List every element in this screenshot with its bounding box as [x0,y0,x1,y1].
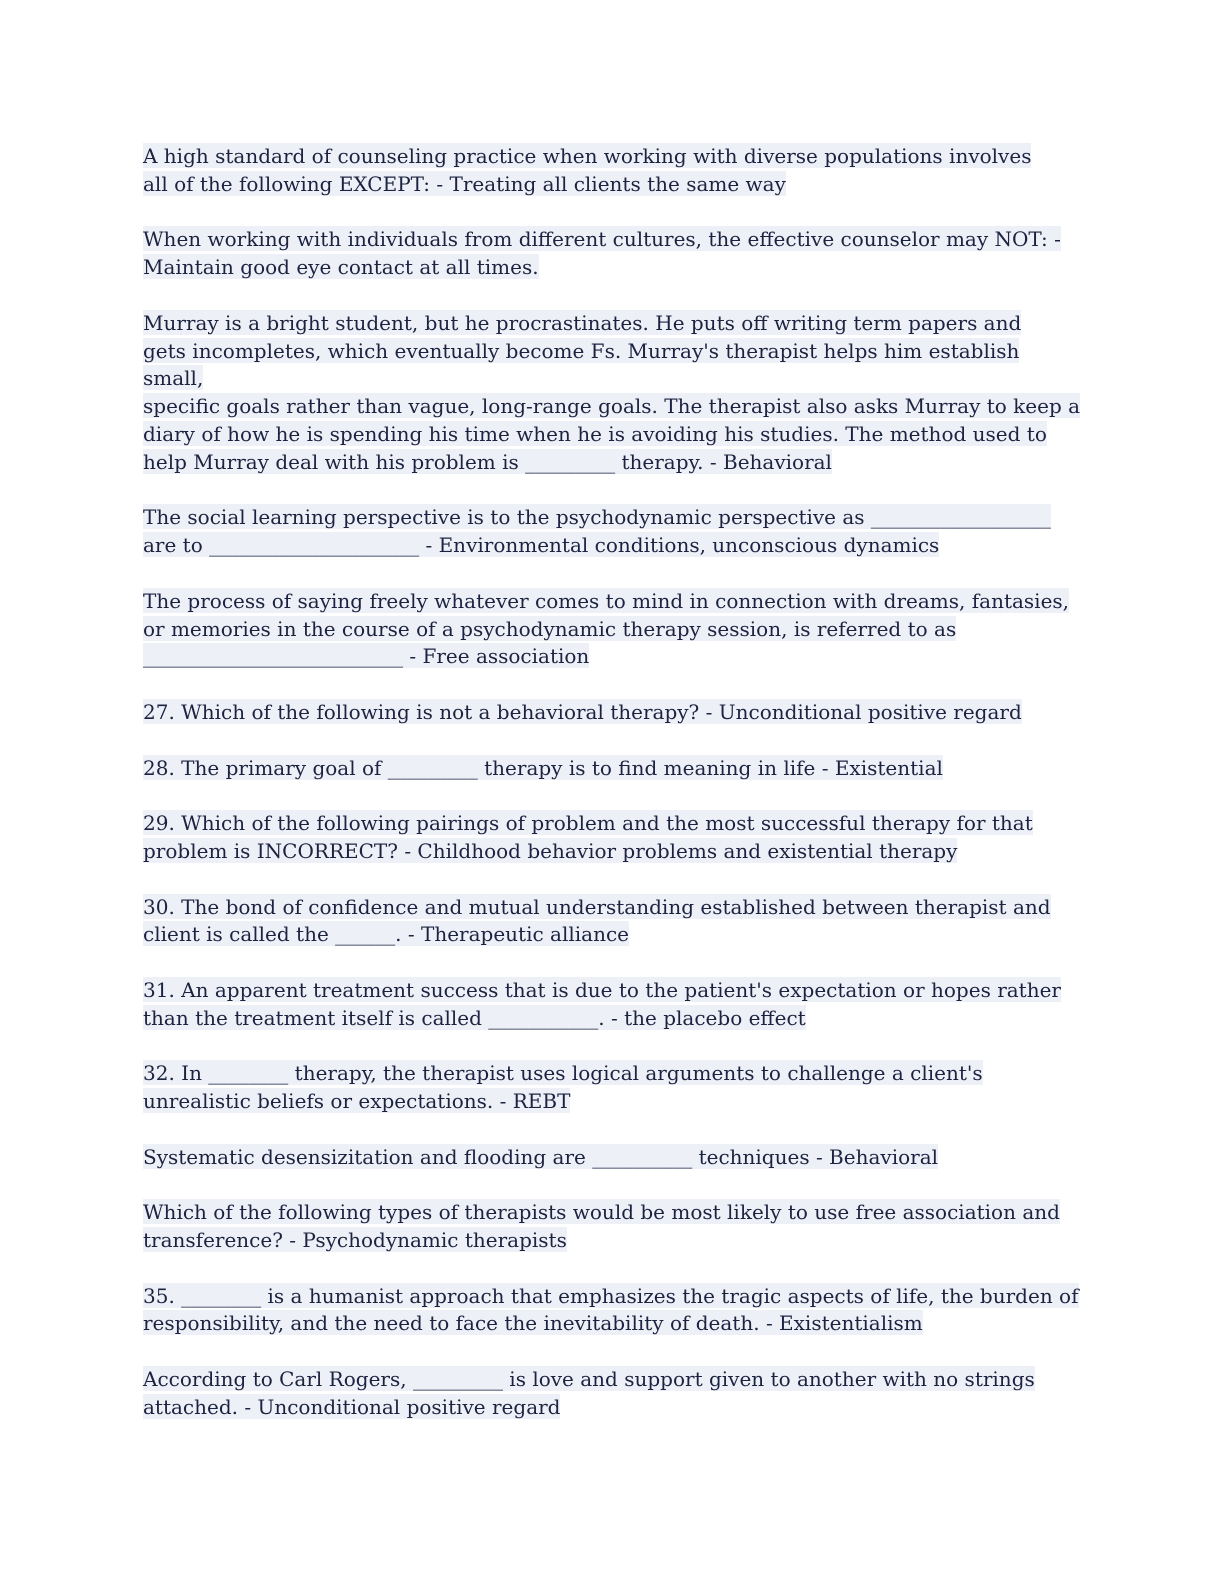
qa-item [143,226,1073,282]
qa-line: unrealistic beliefs or expectations. - REBT [143,1089,571,1114]
qa-line: 35. ________ is a humanist approach that emphasizes the tragic aspects of life, the burden of [143,1283,1079,1308]
qa-line: problem is INCORRECT? - Childhood behavior problems and existential therapy [143,838,958,863]
qa-line: gets incompletes, which eventually become Fs. Murray's therapist helps him establish [143,338,1020,363]
qa-line: Maintain good eye contact at all times. [143,255,539,280]
qa-item [143,504,1073,560]
qa-item [143,1144,1073,1172]
qa-line: client is called the ______. - Therapeutic alliance [143,922,629,947]
qa-line: attached. - Unconditional positive regard [143,1394,561,1419]
qa-line: A high standard of counseling practice when working with diverse populations involves [143,144,1032,168]
qa-item [143,1283,1079,1339]
qa-line: all of the following EXCEPT: - Treating all clients the same way [143,171,786,196]
qa-item [143,1199,1073,1255]
qa-line: are to _____________________ - Environmental conditions, unconscious dynamics [143,533,940,558]
qa-line: diary of how he is spending his time when he is avoiding his studies. The method used to [143,421,1047,446]
qa-item [143,810,1073,866]
qa-line: 28. The primary goal of _________ therapy is to find meaning in life - Existential [143,755,943,780]
qa-line: responsibility, and the need to face the inevitability of death. - Existentialism [143,1311,923,1336]
qa-line: small, [143,366,204,391]
qa-item [143,894,1073,950]
qa-line: The process of saying freely whatever comes to mind in connection with dreams, fantasies, [143,588,1070,613]
qa-line: 30. The bond of confidence and mutual understanding established between therapist and [143,894,1051,919]
qa-item [143,310,1081,477]
document-page [143,143,1081,1449]
qa-line: Murray is a bright student, but he procrastinates. He puts off writing term papers and [143,310,1022,335]
qa-line: than the treatment itself is called ___________. - the placebo effect [143,1005,806,1030]
qa-item [143,143,1073,199]
qa-line: The social learning perspective is to the psychodynamic perspective as __________________ [143,505,1051,530]
qa-item [143,755,1073,783]
qa-item [143,977,1073,1033]
qa-line: Systematic desensizitation and flooding are __________ techniques - Behavioral [143,1144,939,1169]
qa-item [143,588,1073,671]
qa-item [143,699,1073,727]
qa-line: __________________________ - Free association [143,644,590,669]
qa-line: When working with individuals from different cultures, the effective counselor may NOT: - [143,227,1061,252]
qa-line: 32. In ________ therapy, the therapist uses logical arguments to challenge a client's [143,1061,983,1086]
qa-line: or memories in the course of a psychodynamic therapy session, is referred to as [143,616,957,641]
qa-line: help Murray deal with his problem is _________ therapy. - Behavioral [143,449,832,474]
qa-line: transference? - Psychodynamic therapists [143,1228,567,1253]
qa-line: 31. An apparent treatment success that is due to the patient's expectation or hopes rather [143,977,1061,1002]
qa-line: 27. Which of the following is not a behavioral therapy? - Unconditional positive regard [143,699,1022,724]
qa-line: Which of the following types of therapists would be most likely to use free association and [143,1200,1060,1225]
qa-line: specific goals rather than vague, long-range goals. The therapist also asks Murray to keep a [143,394,1081,419]
qa-line: According to Carl Rogers, _________ is love and support given to another with no strings [143,1367,1035,1392]
qa-item [143,1366,1073,1422]
qa-line: 29. Which of the following pairings of problem and the most successful therapy for that [143,811,1033,836]
qa-item [143,1060,1073,1116]
